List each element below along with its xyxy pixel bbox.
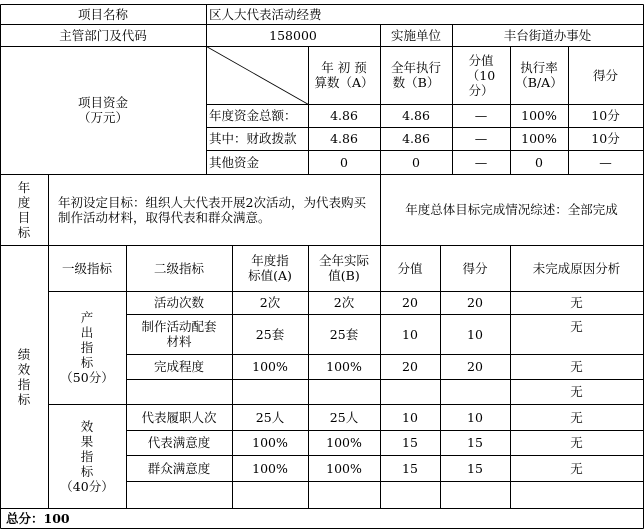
output-row-2-name: 制作活动配套 材料: [141, 319, 217, 349]
output-row-3-value: 20: [402, 359, 418, 374]
effect-row-4-actual: [308, 481, 380, 508]
project-name-label: 项目名称: [77, 6, 128, 22]
impl-unit-value: 丰台街道办事处: [503, 27, 592, 43]
effect-row-3-target: 100%: [252, 460, 288, 476]
output-row-2-target: 25套: [255, 326, 285, 342]
output-row-1-reason: 无: [570, 295, 583, 310]
output-row-3-name: 完成程度: [153, 359, 204, 374]
effect-row-1-value: 10: [402, 409, 418, 425]
effect-row-2-reason: 无: [570, 435, 583, 450]
effect-row-2-score: 15: [467, 435, 483, 450]
output-row-2-value: 10: [402, 326, 418, 342]
fund-row-fiscal-score-value: —: [474, 131, 488, 146]
total-score-label: 总分：: [6, 510, 44, 526]
fund-row-other-score-value: —: [474, 154, 488, 170]
fund-row-other-budget: 0: [340, 154, 348, 170]
output-row-1-value: 20: [402, 295, 418, 310]
output-row-4-score: [440, 379, 510, 404]
output-row-2-reason: 无: [570, 318, 583, 334]
total-score-value: 100: [43, 510, 70, 526]
fund-row-other-score: —: [599, 154, 612, 170]
performance-label: 绩 效 指 标: [17, 346, 31, 407]
funds-col-score-value: 分值 （10 分）: [466, 52, 496, 98]
effect-row-3-reason: 无: [570, 460, 583, 476]
effect-row-4-target: [232, 481, 308, 508]
perf-col-value: 分值: [397, 260, 423, 276]
funds-label: 项目资金 （万元）: [77, 95, 128, 125]
output-row-4-reason: 无: [570, 384, 583, 399]
output-row-3-reason: 无: [570, 359, 583, 374]
output-row-2-actual: 25套: [329, 326, 359, 342]
effect-row-2-value: 15: [402, 435, 418, 450]
project-name-value: 区人大代表活动经费: [209, 6, 322, 22]
perf-col-actual: 全年实际 值(B): [318, 253, 369, 283]
effect-row-1-target: 25人: [255, 409, 285, 425]
effect-row-4-reason: [510, 481, 643, 508]
impl-unit-label: 实施单位: [390, 27, 441, 43]
effect-row-2-name: 代表满意度: [147, 435, 211, 450]
perf-col-target: 年度指 标值(A): [248, 253, 292, 283]
effect-row-1-score: 10: [467, 409, 483, 425]
perf-col-level2: 二级指标: [153, 260, 204, 276]
effect-row-3-value: 15: [402, 460, 418, 476]
funds-col-rate: 执行率 （B/A）: [515, 60, 563, 90]
fund-row-fiscal-rate: 100%: [521, 131, 557, 146]
fund-row-fiscal-label: 其中：财政拨款: [209, 131, 297, 146]
fund-row-fiscal-score: 10分: [591, 131, 620, 146]
output-row-3-score: 20: [467, 359, 483, 374]
effect-row-4-name: [126, 481, 232, 508]
goals-summary: 年度总体目标完成情况综述：全部完成: [405, 202, 618, 217]
output-row-1-actual: 2次: [333, 295, 355, 310]
output-row-4-actual: [308, 379, 380, 404]
goals-planned: 年初设定目标：组织人大代表开展2次活动，为代表购买制作活动材料，取得代表和群众满意。: [58, 194, 366, 225]
effect-row-3-name: 群众满意度: [147, 460, 211, 476]
effect-row-4-score: [440, 481, 510, 508]
funds-col-score: 得分: [592, 67, 618, 83]
effect-row-1-reason: 无: [570, 409, 583, 425]
fund-row-total-label: 年度资金总额：: [209, 108, 297, 123]
output-row-1-name: 活动次数: [153, 295, 204, 310]
output-row-4-target: [232, 379, 308, 404]
funds-col-executed: 全年执行 数（B）: [390, 60, 441, 90]
goals-label: 年 度 目 标: [17, 179, 31, 240]
fund-row-other-rate: 0: [535, 154, 543, 170]
output-row-1-score: 20: [467, 295, 483, 310]
effect-row-2-target: 100%: [252, 435, 288, 450]
output-row-4-name: [126, 379, 232, 404]
output-row-3-actual: 100%: [326, 359, 362, 374]
total-score: [0, 508, 643, 528]
fund-row-total-budget: 4.86: [330, 108, 358, 123]
fund-row-other-executed: 0: [412, 154, 420, 170]
output-row-3-target: 100%: [252, 359, 288, 374]
fund-row-fiscal-executed: 4.86: [402, 131, 430, 146]
fund-row-other-label: 其他资金: [209, 154, 260, 170]
fund-row-total-score-value: —: [474, 108, 488, 123]
effect-row-3-score: 15: [467, 460, 483, 476]
output-row-2-score: 10: [467, 326, 483, 342]
effect-row-2-actual: 100%: [326, 435, 362, 450]
effect-row-1-actual: 25人: [329, 409, 359, 425]
fund-row-total-rate: 100%: [521, 108, 557, 123]
effect-row-1-name: 代表履职人次: [141, 409, 217, 425]
perf-col-reason: 未完成原因分析: [532, 260, 621, 276]
effect-indicator-label: 效 果 指 标 （40分）: [60, 418, 114, 494]
output-row-1-target: 2次: [259, 295, 281, 310]
dept-label: 主管部门及代码: [59, 27, 147, 43]
dept-code: 158000: [269, 27, 317, 43]
perf-col-level1: 一级指标: [61, 260, 112, 276]
output-row-4-value: [380, 379, 440, 404]
fund-row-fiscal-budget: 4.86: [330, 131, 358, 146]
perf-col-score: 得分: [462, 260, 488, 276]
output-indicator-label: 产 出 指 标 （50分）: [60, 310, 114, 385]
effect-row-3-actual: 100%: [326, 460, 362, 476]
funds-col-budget: 年 初 预 算数（A）: [314, 60, 374, 90]
fund-row-total-score: 10分: [591, 108, 620, 123]
effect-row-4-value: [380, 481, 440, 508]
fund-row-total-executed: 4.86: [402, 108, 430, 123]
